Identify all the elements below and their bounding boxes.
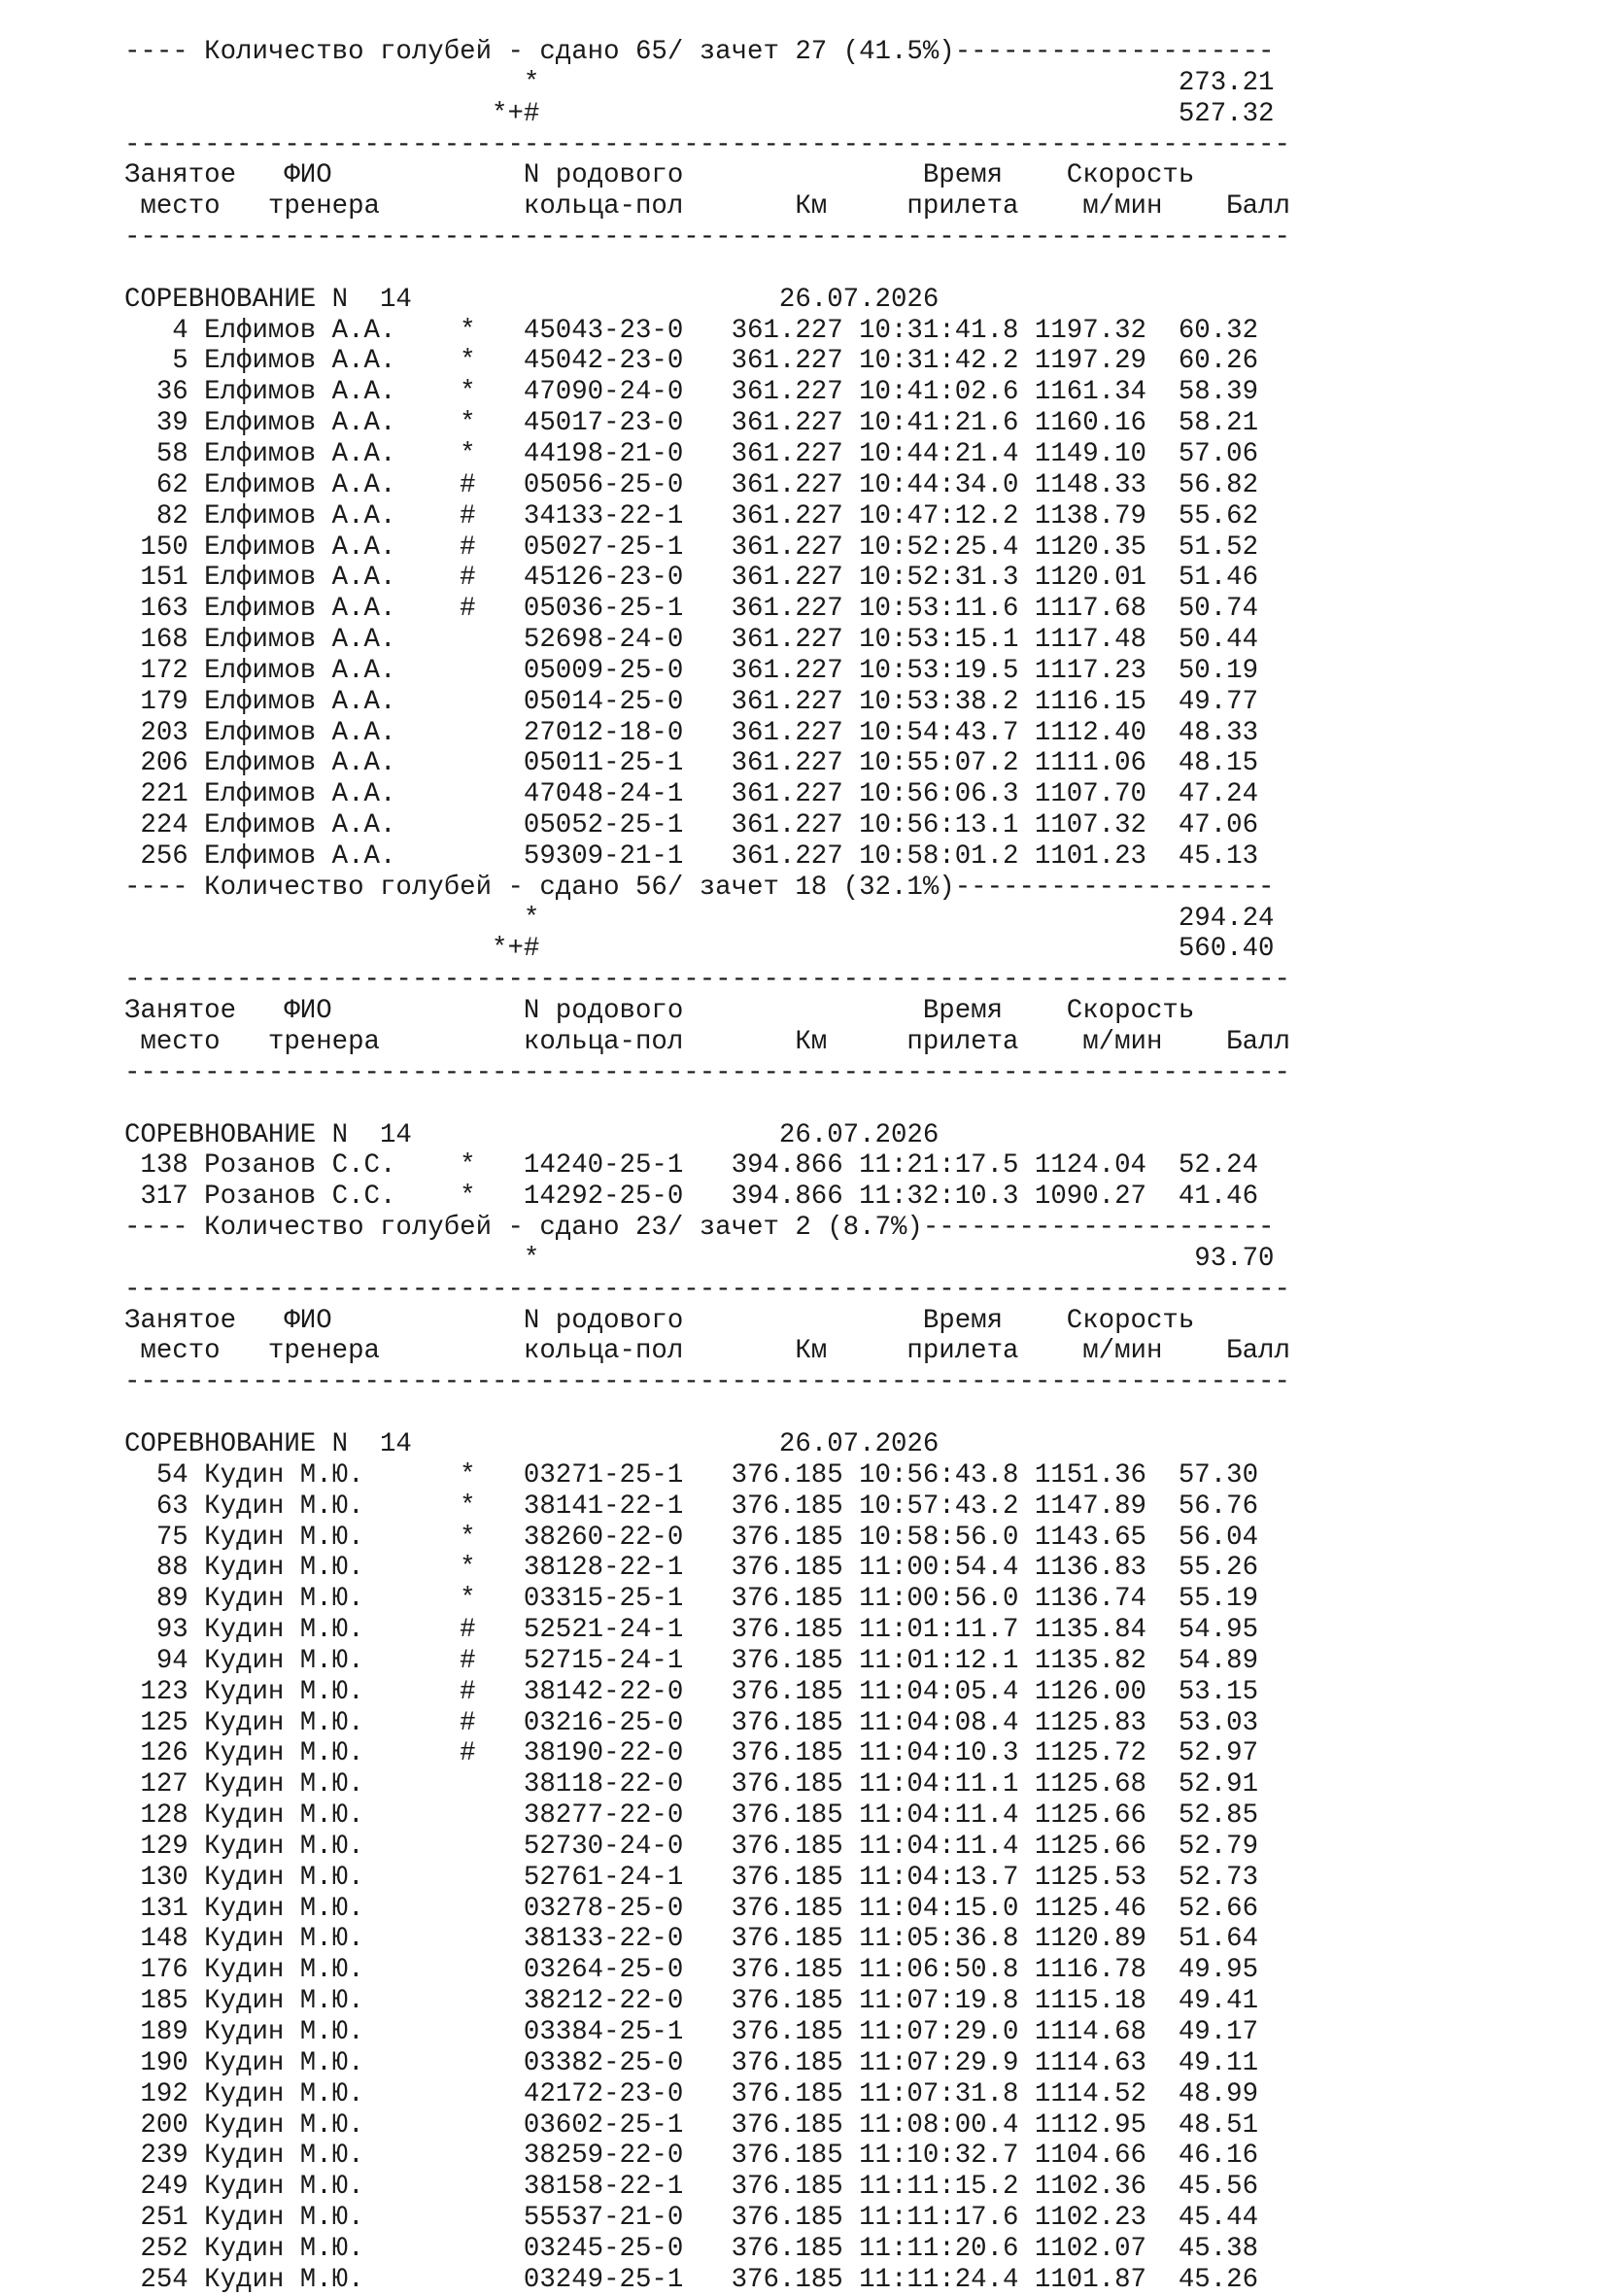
report-row: 221 Елфимов А.А. 47048-24-1 361.227 10:56:06.3 1107.70 47.24: [124, 779, 1259, 810]
results-report: [124, 37, 1290, 2296]
report-row: 150 Елфимов А.А. # 05027-25-1 361.227 10:52:25.4 1120.35 51.52: [124, 531, 1259, 563]
report-row: 93 Кудин М.Ю. # 52521-24-1 376.185 11:01:11.7 1135.84 54.95: [124, 1615, 1259, 1646]
report-row: 151 Елфимов А.А. # 45126-23-0 361.227 10:52:31.3 1120.01 51.46: [124, 563, 1259, 594]
blank-line: [124, 1089, 1290, 1120]
report-row: 185 Кудин М.Ю. 38212-22-0 376.185 11:07:19.8 1115.18 49.41: [124, 1986, 1259, 2017]
report-row: 128 Кудин М.Ю. 38277-22-0 376.185 11:04:11.4 1125.66 52.85: [124, 1800, 1259, 1832]
report-row: 254 Кудин М.Ю. 03249-25-1 376.185 11:11:24.4 1101.87 45.26: [124, 2264, 1259, 2295]
report-row: 94 Кудин М.Ю. # 52715-24-1 376.185 11:01:12.1 1135.82 54.89: [124, 1645, 1259, 1676]
report-row: 75 Кудин М.Ю. * 38260-22-0 376.185 10:58:56.0 1143.65 56.04: [124, 1522, 1259, 1553]
report-row: 224 Елфимов А.А. 05052-25-1 361.227 10:56:13.1 1107.32 47.06: [124, 810, 1259, 841]
report-row: 168 Елфимов А.А. 52698-24-0 361.227 10:53:15.1 1117.48 50.44: [124, 625, 1259, 656]
separator-line: -------------------------------------------------------------------------: [124, 223, 1290, 254]
points-total: *+# 560.40: [124, 934, 1275, 965]
points-total: * 93.70: [124, 1243, 1275, 1274]
report-row: 5 Елфимов А.А. * 45042-23-0 361.227 10:31:42.2 1197.29 60.26: [124, 346, 1259, 377]
report-row: 179 Елфимов А.А. 05014-25-0 361.227 10:53:38.2 1116.15 49.77: [124, 686, 1259, 717]
report-row: 252 Кудин М.Ю. 03245-25-0 376.185 11:11:20.6 1102.07 45.38: [124, 2233, 1259, 2264]
column-header: Занятое ФИО N родового Время Скорость: [124, 996, 1195, 1027]
report-row: 126 Кудин М.Ю. # 38190-22-0 376.185 11:04:10.3 1125.72 52.97: [124, 1738, 1259, 1769]
column-header: место тренера кольца-пол Км прилета м/мин Балл: [124, 191, 1290, 223]
separator-line: -------------------------------------------------------------------------: [124, 1367, 1290, 1398]
report-row: 127 Кудин М.Ю. 38118-22-0 376.185 11:04:11.1 1125.68 52.91: [124, 1769, 1259, 1800]
competition-heading: СОРЕВНОВАНИЕ N 14 26.07.2026: [124, 1428, 940, 1459]
column-header: Занятое ФИО N родового Время Скорость: [124, 160, 1195, 191]
report-row: 123 Кудин М.Ю. # 38142-22-0 376.185 11:04:05.4 1126.00 53.15: [124, 1676, 1259, 1707]
summary-line: ---- Количество голубей - сдано 56/ зачет 18 (32.1%)--------------------: [124, 872, 1275, 903]
report-row: 36 Елфимов А.А. * 47090-24-0 361.227 10:41:02.6 1161.34 58.39: [124, 377, 1259, 408]
report-row: 4 Елфимов А.А. * 45043-23-0 361.227 10:31:41.8 1197.32 60.32: [124, 315, 1259, 346]
summary-line: ---- Количество голубей - сдано 23/ зачет 2 (8.7%)----------------------: [124, 1213, 1275, 1244]
report-row: 82 Елфимов А.А. # 34133-22-1 361.227 10:47:12.2 1138.79 55.62: [124, 500, 1259, 531]
column-header: Занятое ФИО N родового Время Скорость: [124, 1305, 1195, 1336]
separator-line: -------------------------------------------------------------------------: [124, 129, 1290, 160]
report-row: 62 Елфимов А.А. # 05056-25-0 361.227 10:44:34.0 1148.33 56.82: [124, 469, 1259, 500]
report-row: 130 Кудин М.Ю. 52761-24-1 376.185 11:04:13.7 1125.53 52.73: [124, 1862, 1259, 1893]
report-row: 58 Елфимов А.А. * 44198-21-0 361.227 10:44:21.4 1149.10 57.06: [124, 438, 1259, 469]
report-row: 203 Елфимов А.А. 27012-18-0 361.227 10:54:43.7 1112.40 48.33: [124, 717, 1259, 748]
report-row: 172 Елфимов А.А. 05009-25-0 361.227 10:53:19.5 1117.23 50.19: [124, 655, 1259, 686]
report-row: 189 Кудин М.Ю. 03384-25-1 376.185 11:07:29.0 1114.68 49.17: [124, 2017, 1259, 2047]
report-row: 200 Кудин М.Ю. 03602-25-1 376.185 11:08:00.4 1112.95 48.51: [124, 2109, 1259, 2141]
separator-line: -------------------------------------------------------------------------: [124, 965, 1290, 996]
report-row: 239 Кудин М.Ю. 38259-22-0 376.185 11:10:32.7 1104.66 46.16: [124, 2141, 1259, 2172]
report-row: 54 Кудин М.Ю. * 03271-25-1 376.185 10:56:43.8 1151.36 57.30: [124, 1459, 1259, 1491]
report-row: 131 Кудин М.Ю. 03278-25-0 376.185 11:04:15.0 1125.46 52.66: [124, 1893, 1259, 1924]
report-row: 176 Кудин М.Ю. 03264-25-0 376.185 11:06:50.8 1116.78 49.95: [124, 1955, 1259, 1986]
report-row: 148 Кудин М.Ю. 38133-22-0 376.185 11:05:36.8 1120.89 51.64: [124, 1924, 1259, 1955]
report-row: 190 Кудин М.Ю. 03382-25-0 376.185 11:07:29.9 1114.63 49.11: [124, 2047, 1259, 2078]
points-total: * 294.24: [124, 903, 1275, 934]
report-row: 192 Кудин М.Ю. 42172-23-0 376.185 11:07:31.8 1114.52 48.99: [124, 2078, 1259, 2109]
report-row: 39 Елфимов А.А. * 45017-23-0 361.227 10:41:21.6 1160.16 58.21: [124, 408, 1259, 439]
separator-line: -------------------------------------------------------------------------: [124, 1057, 1290, 1088]
separator-line: -------------------------------------------------------------------------: [124, 1274, 1290, 1305]
competition-heading: СОРЕВНОВАНИЕ N 14 26.07.2026: [124, 1119, 940, 1150]
blank-line: [124, 1398, 1290, 1429]
report-row: 206 Елфимов А.А. 05011-25-1 361.227 10:55:07.2 1111.06 48.15: [124, 748, 1259, 779]
column-header: место тренера кольца-пол Км прилета м/мин Балл: [124, 1027, 1290, 1057]
report-row: 163 Елфимов А.А. # 05036-25-1 361.227 10:53:11.6 1117.68 50.74: [124, 594, 1259, 625]
column-header: место тренера кольца-пол Км прилета м/мин Балл: [124, 1336, 1290, 1367]
points-total: * 273.21: [124, 67, 1275, 98]
report-row: 125 Кудин М.Ю. # 03216-25-0 376.185 11:04:08.4 1125.83 53.03: [124, 1707, 1259, 1738]
blank-line: [124, 254, 1290, 285]
report-row: 138 Розанов С.С. * 14240-25-1 394.866 11:21:17.5 1124.04 52.24: [124, 1150, 1259, 1182]
competition-heading: СОРЕВНОВАНИЕ N 14 26.07.2026: [124, 284, 940, 315]
report-row: 249 Кудин М.Ю. 38158-22-1 376.185 11:11:15.2 1102.36 45.56: [124, 2172, 1259, 2203]
report-row: 63 Кудин М.Ю. * 38141-22-1 376.185 10:57:43.2 1147.89 56.76: [124, 1491, 1259, 1522]
report-row: 251 Кудин М.Ю. 55537-21-0 376.185 11:11:17.6 1102.23 45.44: [124, 2203, 1259, 2234]
report-row: 256 Елфимов А.А. 59309-21-1 361.227 10:58:01.2 1101.23 45.13: [124, 840, 1259, 872]
report-row: 129 Кудин М.Ю. 52730-24-0 376.185 11:04:11.4 1125.66 52.79: [124, 1831, 1259, 1862]
report-row: 88 Кудин М.Ю. * 38128-22-1 376.185 11:00:54.4 1136.83 55.26: [124, 1553, 1259, 1584]
summary-line: ---- Количество голубей - сдано 65/ зачет 27 (41.5%)--------------------: [124, 37, 1275, 67]
report-row: 89 Кудин М.Ю. * 03315-25-1 376.185 11:00:56.0 1136.74 55.19: [124, 1584, 1259, 1615]
points-total: *+# 527.32: [124, 98, 1275, 129]
report-row: 317 Розанов С.С. * 14292-25-0 394.866 11:32:10.3 1090.27 41.46: [124, 1182, 1259, 1213]
